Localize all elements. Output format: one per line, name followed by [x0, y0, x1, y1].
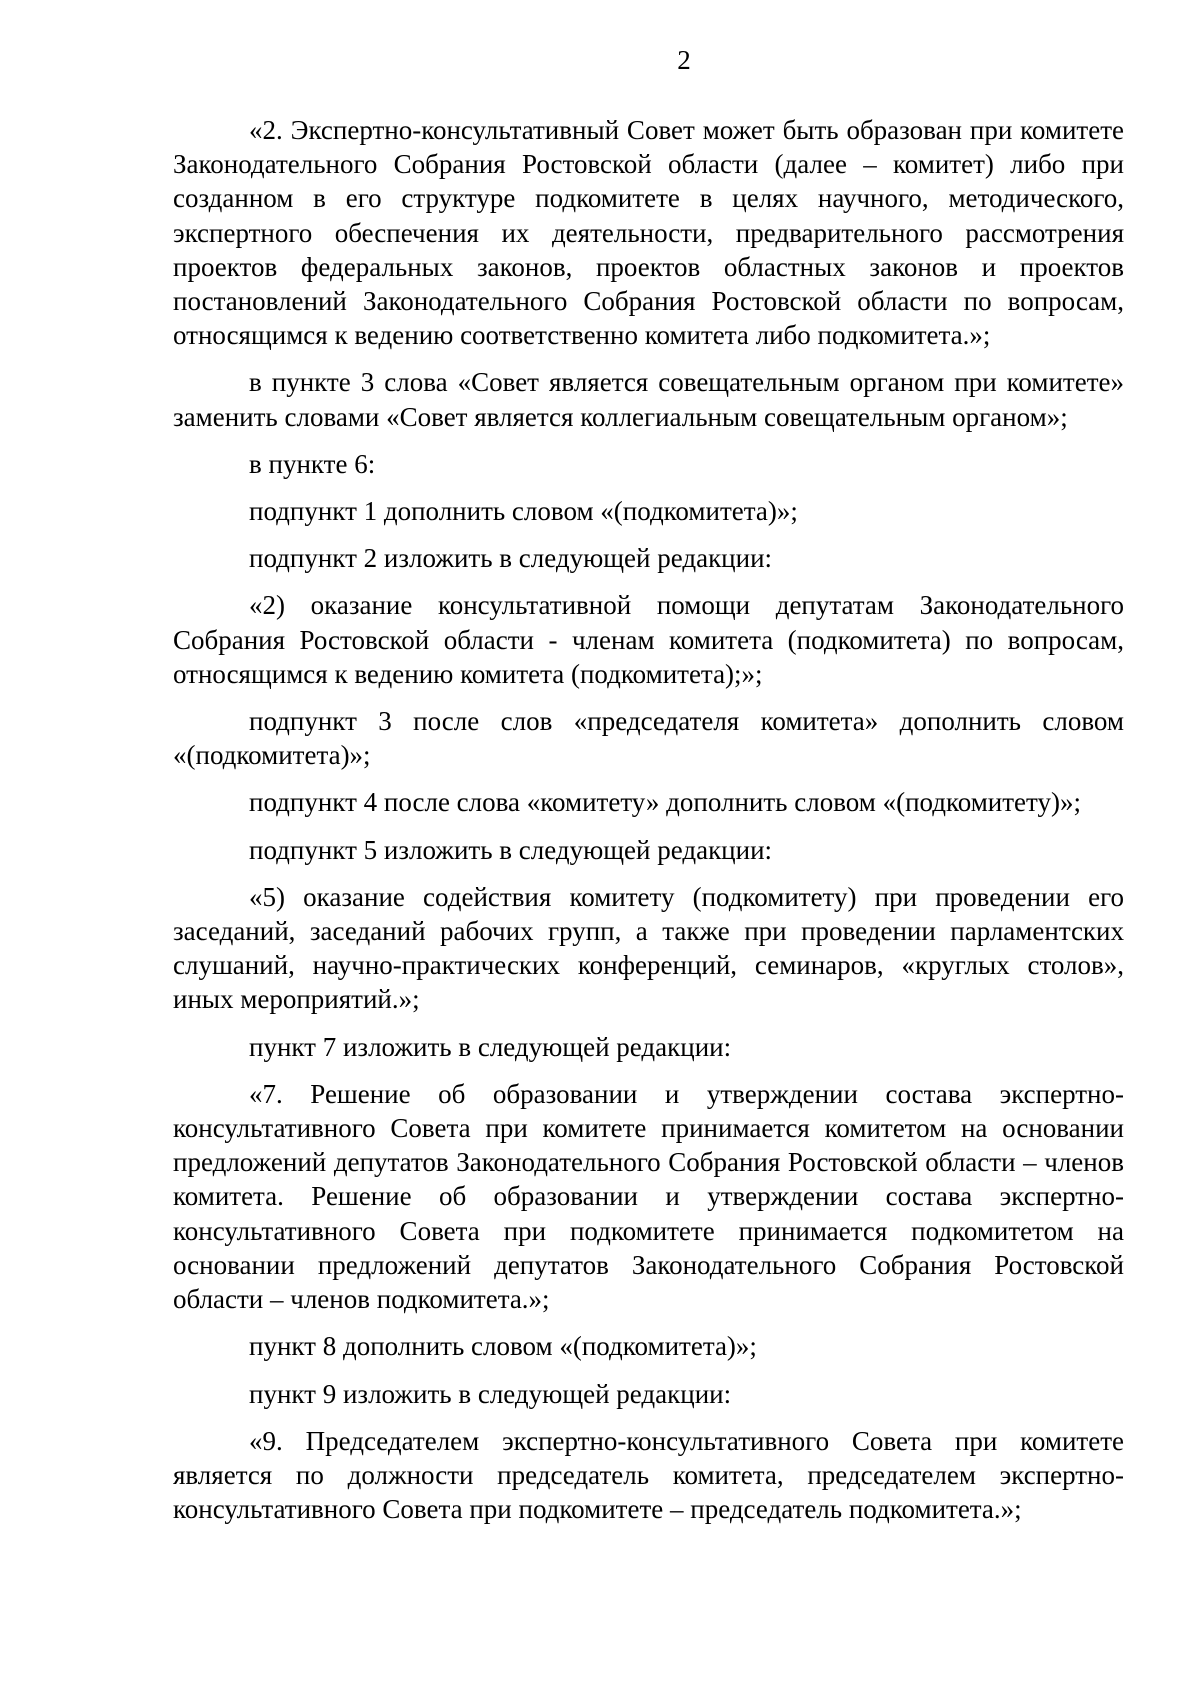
paragraph-subpoint-2-intro: подпункт 2 изложить в следующей редакции: [249, 543, 773, 574]
paragraph-subpoint-2-text: «2) оказание консультативной помощи депутатам Законодательного Собрания Ростовской области - членам комитета (подкомитета) по вопросам, относящимся к ведению комитета (подкомитета);»; [173, 590, 1124, 689]
paragraph-subpoint-3: подпункт 3 после слов «председателя комитета» дополнить словом «(подкомитета)»; [173, 706, 1124, 771]
document-body [173, 113, 1124, 1539]
paragraph-subpoint-5-text: «5) оказание содействия комитету (подкомитету) при проведении его заседаний, заседаний рабочих групп, а также при проведении парламентских слушаний, научно-практических конференций, семинаров, «круглых столов», иных мероприятий.»; [173, 881, 1124, 1015]
paragraph-subpoint-4: подпункт 4 после слова «комитету» дополнить словом «(подкомитету)»; [249, 787, 1081, 818]
paragraph-point-9-text: «9. Председателем экспертно-консультативного Совета при комитете является по должности председатель комитета, председателем экспертно-консультативного Совета при подкомитете – председатель подкомитета.»; [173, 1425, 1124, 1525]
paragraph-point-3-amendment: в пункте 3 слова «Совет является совещательным органом при комитете» заменить словами «Совет является коллегиальным совещательным органом»; [173, 367, 1124, 432]
paragraph-point-7-text: «7. Решение об образовании и утверждении состава экспертно-консультативного Совета при комитете принимается комитетом на основании предложений депутатов Законодательного Собрания Ростовской области – членов комитета. Решение об образовании и утверждении состава экспертно-консультативного Совета при подкомитете принимается подкомитетом на основании предложений депутатов Законодательного Собрания Ростовской области – членов подкомитета.»; [173, 1078, 1124, 1315]
paragraph-point-2-text: «2. Экспертно-консультативный Совет может быть образован при комитете Законодательного Собрания Ростовской области (далее – комитет) либо при созданном в его структуре подкомитете в целях научного, методического, экспертного обеспечения их деятельности, предварительного рассмотрения проектов федеральных законов, проектов областных законов и проектов постановлений Законодательного Собрания Ростовской области по вопросам, относящимся к ведению соответственно комитета либо подкомитета.»; [173, 115, 1124, 351]
paragraph-point-8: пункт 8 дополнить словом «(подкомитета)»; [249, 1331, 757, 1362]
paragraph-point-7-intro: пункт 7 изложить в следующей редакции: [249, 1031, 732, 1062]
paragraph-subpoint-5-intro: подпункт 5 изложить в следующей редакции: [249, 834, 773, 865]
paragraph-subpoint-1: подпункт 1 дополнить словом «(подкомитета)»; [249, 496, 798, 527]
page-number: 2 [677, 45, 691, 75]
paragraph-point-6-intro: в пункте 6: [249, 448, 376, 479]
paragraph-point-9-intro: пункт 9 изложить в следующей редакции: [249, 1378, 732, 1409]
